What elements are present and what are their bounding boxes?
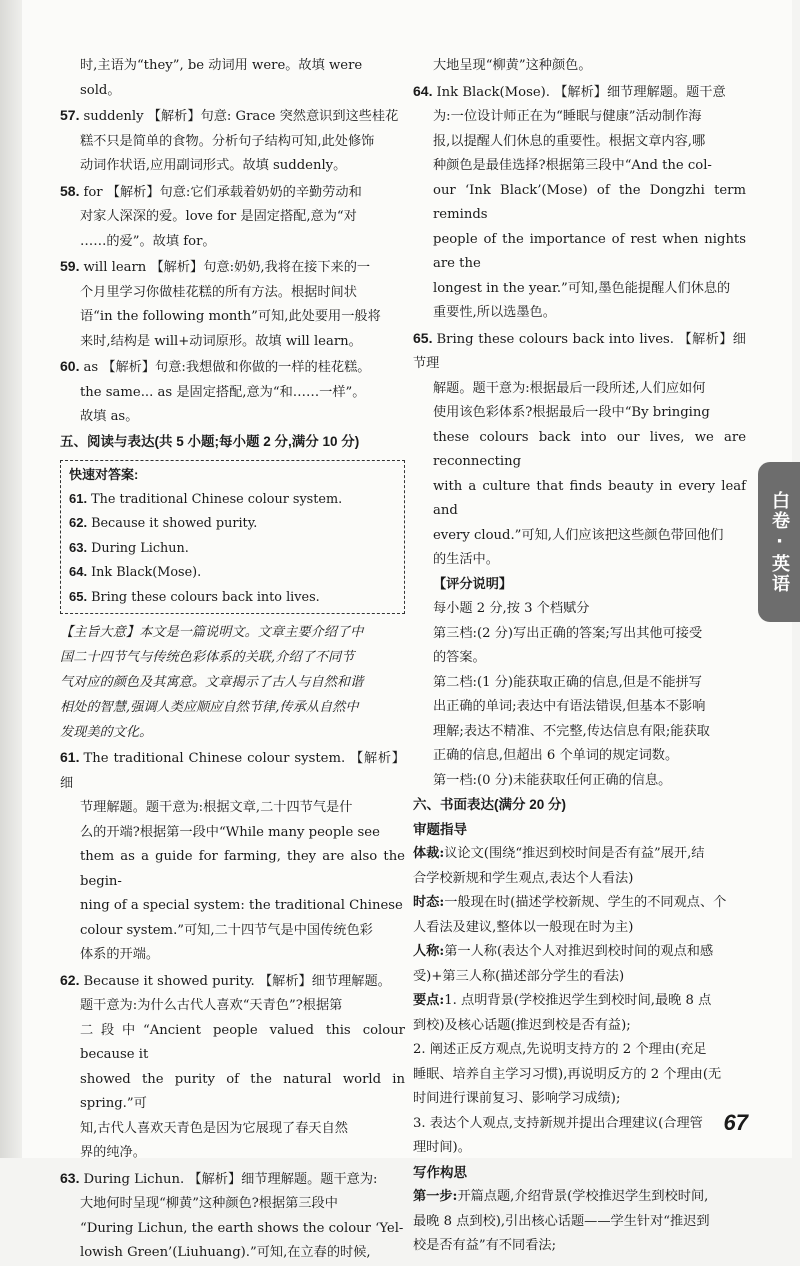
section-6-title: 六、书面表达(满分 20 分) [413,797,567,812]
text-line: 第三档:(2 分)写出正确的答案;写出其他可接受 [433,625,703,641]
text-line: lowish Green’(Liuhuang).”可知,在立春的时候, [80,1245,371,1260]
text-line: “During Lichun, the earth shows the colour ‘Yel- [80,1220,404,1236]
text-line: them as a guide for farming, they are also the begin- [80,849,405,889]
text-line: 二段中“Ancient people valued this colour because it [80,1022,405,1062]
step1-label: 第一步: [413,1189,458,1204]
question-number: 65. [69,588,88,604]
quick-answer-text: Because it showed purity. [91,516,258,531]
answer-65 [413,326,746,377]
answer-57 [60,103,405,130]
quick-answer-text: Bring these colours back into lives. [91,589,320,605]
question-number: 63. [69,539,88,555]
text-line: 每小题 2 分,按 3 个档赋分 [433,601,590,616]
question-number: 59. [60,258,80,274]
text-line: 题干意为:为什么古代人喜欢“天青色”?根据第 [80,998,343,1013]
text-line: 一般现在时(描述学校新规、学生的不同观点、个 [444,895,727,910]
text-line: 气对应的颜色及其寓意。文章揭示了古人与自然和谐 [60,675,364,690]
text-line: ning of a special system: the traditional Chinese [80,898,403,913]
text-line: our ‘Ink Black’(Mose) of the Dongzhi term reminds [433,182,746,222]
text-line: 动词作状语,应用副词形式。故填 suddenly。 [80,158,347,173]
text-line: Bring these colours back into lives. 【解析】细节理 [413,331,746,371]
quick-answer-row [69,487,396,512]
text-line: 节理解题。题干意为:根据文章,二十四节气是什 [80,800,353,815]
page-number: 67 [723,1110,748,1135]
text-line: 为:一位设计师正在为“睡眠与健康”活动制作海 [433,109,702,124]
key-points-line [413,989,746,1014]
quick-answer-text: During Lichun. [91,540,189,556]
question-number: 64. [69,564,88,579]
text-line: 么的开端?根据第一段中“While many people see [80,824,380,840]
text-line: 第一档:(0 分)未能获取任何正确的信息。 [433,772,672,788]
text-line: every cloud.”可知,人们应该把这些颜色带回他们 [433,527,724,543]
text-line: for 【解析】句意:它们承载着奶奶的辛勤劳动和 [83,184,362,200]
text-line: 2. 阐述正反方观点,先说明支持方的 2 个理由(充足 [413,1042,707,1057]
text-line: The traditional Chinese colour system. 【解析】细 [60,751,405,791]
text-line: 发现美的文化。 [60,725,153,740]
text-line: 体系的开端。 [80,947,160,962]
question-number: 62. [69,515,88,530]
question-number: 58. [60,182,80,199]
text-line: the same... as 是固定搭配,意为“和……一样”。 [80,384,366,400]
quick-answer-box [60,460,405,614]
text-line: 最晚 8 点到校),引出核心话题——学生针对“推迟到 [413,1213,710,1229]
answer-63 [60,1166,405,1193]
text-line: 正确的信息,但超出 6 个单词的规定词数。 [433,748,679,763]
main-idea-summary [60,620,405,745]
question-number: 61. [60,749,80,765]
text-line: 人看法及建议,整体以一般现在时为主) [413,919,634,935]
text-line: 语“in the following month”可知,此处要用一般将 [80,309,381,324]
quick-answer-title: 快速对答案: [69,467,139,482]
text-line: 受)+第三人称(描述部分学生的看法) [413,968,625,984]
grading-title: 【评分说明】 [433,576,513,592]
section-side-tab: 白卷·英语 [758,462,800,622]
text-line: 3. 表达个人观点,支持新规并提出合理建议(合理管 [413,1115,703,1131]
step1-line [413,1185,746,1210]
person-label: 人称: [413,944,445,959]
quick-answer-row [69,511,396,536]
text-line: people of the importance of rest when nights are the [433,231,746,271]
plan-title: 写作构思 [413,1164,467,1180]
guide-title: 审题指导 [413,821,467,837]
text-line: 的答案。 [433,650,486,665]
quick-answer-row [69,560,396,585]
text-line: will learn 【解析】句意:奶奶,我将在接下来的一 [83,260,371,275]
text-line: 种颜色是最佳选择?根据第三段中“And the col- [433,158,712,173]
page-binding-edge [0,0,22,1158]
question-number: 65. [413,329,433,346]
text-line: 大地呈现“柳黄”这种颜色。 [433,58,592,73]
text-line: 第二档:(1 分)能获取正确的信息,但是不能拼写 [433,674,702,690]
text-line: colour system.”可知,二十四节气是中国传统色彩 [80,922,373,938]
text-line: 1. 点明背景(学校推迟学生到校时间,最晚 8 点 [444,993,712,1008]
text-line: suddenly 【解析】句意: Grace 突然意识到这些桂花 [83,109,399,124]
text-line: 【主旨大意】本文是一篇说明文。文章主要介绍了中 [60,625,364,640]
answer-59 [60,254,405,281]
question-number: 63. [60,1169,80,1186]
text-line: 对家人深深的爱。love for 是固定搭配,意为“对 [80,209,357,224]
text-line: longest in the year.”可知,墨色能提醒人们休息的 [433,280,731,296]
text-line: 国二十四节气与传统色彩体系的关联,介绍了不同节 [60,650,355,665]
text-line: 合学校新规和学生观点,表达个人看法) [413,870,634,886]
quick-answer-text: Ink Black(Mose). [91,565,202,580]
quick-answer-row [69,536,396,561]
quick-answer-row [69,585,396,610]
answer-58 [60,179,405,206]
answer-64 [413,79,746,106]
tense-line [413,891,746,916]
text-line: 时,主语为“they”, be 动词用 were。故填 were [80,58,363,73]
text-line: as 【解析】句意:我想做和你做的一样的桂花糕。 [83,360,371,375]
text-line: with a culture that finds beauty in every leaf and [433,478,746,518]
text-line: 知,古代人喜欢天青色是因为它展现了春天自然 [80,1120,348,1136]
text-line: Ink Black(Mose). 【解析】细节理解题。题干意 [436,84,726,100]
text-line: 到校)及核心话题(推迟到校是否有益); [413,1017,631,1033]
answer-62 [60,968,405,995]
right-column [413,54,746,1259]
text-line: 解题。题干意为:根据最后一段所述,人们应如何 [433,380,706,396]
text-line: 报,以提醒人们休息的重要性。根据文章内容,哪 [433,133,706,149]
text-line: 糕不只是简单的食物。分析句子结构可知,此处修饰 [80,133,375,149]
text-line: 开篇点题,介绍背景(学校推迟学生到校时间, [457,1189,709,1204]
text-line: 相处的智慧,强调人类应顺应自然节律,传承从自然中 [60,700,359,715]
question-number: 61. [69,490,88,506]
text-line: 大地何时呈现“柳黄”这种颜色?根据第三段中 [80,1196,338,1211]
question-number: 62. [60,971,80,988]
question-number: 64. [413,82,433,99]
text-line: 个月里学习你做桂花糕的所有方法。根据时间状 [80,284,357,300]
answer-61 [60,745,405,796]
genre-line [413,842,746,867]
left-column [60,54,405,1266]
text-line: 重要性,所以选墨色。 [433,305,556,320]
question-number: 60. [60,358,80,374]
text-line: 使用该色彩体系?根据最后一段中“By bringing [433,405,710,420]
text-line: 理时间)。 [413,1140,471,1155]
text-line: Because it showed purity. 【解析】细节理解题。 [83,973,391,989]
text-line: these colours back into our lives, we are reconnecting [433,429,746,469]
text-line: 睡眠、培养自主学习习惯),再说明反方的 2 个理由(无 [413,1066,722,1082]
key-label: 要点: [413,993,445,1008]
section-5-title: 五、阅读与表达(共 5 小题;每小题 2 分,满分 10 分) [60,433,360,449]
answer-60 [60,354,405,381]
text-line: 校是否有益”有不同看法; [413,1238,557,1253]
text-line: 时间进行课前复习、影响学习成绩); [413,1091,621,1106]
text-line: 出正确的单词;表达中有语法错误,但基本不影响 [433,699,706,714]
person-line [413,940,746,965]
genre-label: 体裁: [413,846,445,861]
text-line: 故填 as。 [80,409,139,424]
question-number: 57. [60,107,80,123]
tense-label: 时态: [413,895,445,910]
text-line: sold。 [80,82,121,98]
text-line: During Lichun. 【解析】细节理解题。题干意为: [83,1171,378,1187]
text-line: 第一人称(表达个人对推迟到校时间的观点和感 [444,944,714,959]
text-line: showed the purity of the natural world in spring.”可 [80,1071,405,1111]
text-line: 议论文(围绕“推迟到校时间是否有益”展开,结 [444,846,705,861]
text-line: 界的纯净。 [80,1145,146,1160]
quick-answer-text: The traditional Chinese colour system. [91,491,343,507]
text-line: 来时,结构是 will+动词原形。故填 will learn。 [80,333,362,349]
text-line: 的生活中。 [433,552,499,567]
text-line: ……的爱”。故填 for。 [80,233,216,249]
text-line: 理解;表达不精准、不完整,传达信息有限;能获取 [433,723,710,739]
